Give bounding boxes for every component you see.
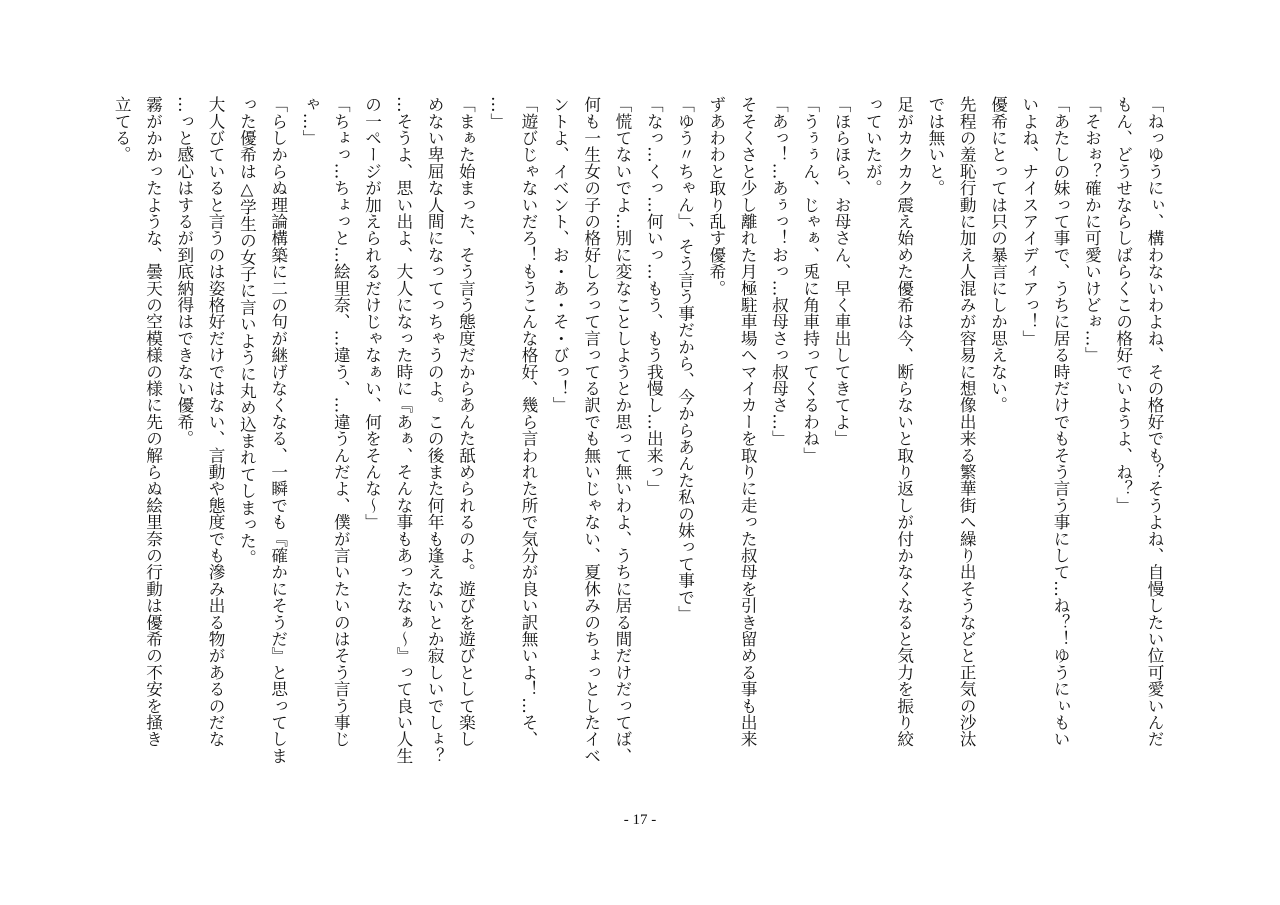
page-number: - 17 - <box>623 812 657 828</box>
text-line: そそくさと少し離れた月極駐車場へマイカーを取りに走った叔母を引き留める事も出来 <box>738 96 758 748</box>
text-line: の一ページが加えられるだけじゃなぁい、何をそんな〜」 <box>362 96 382 531</box>
text-line: ゃ…」 <box>299 96 319 147</box>
text-line: 優希にとっては只の暴言にしか思えない。 <box>988 96 1008 414</box>
text-line: 「あっ！…あぅっ！おっ…叔母さっ叔母さ…」 <box>769 96 789 447</box>
text-line: 「遊びじゃないだろ！もうこんな格好、幾ら言われた所で気分が良い訳無いよ！…そ、 <box>519 96 539 748</box>
text-line: 「ちょっ…ちょっと…絵里奈、…違う、…違うんだよ、僕が言いたいのはそう言う事じ <box>331 96 351 748</box>
text-line: …っと感心はするが到底納得はできない優希。 <box>174 96 194 447</box>
text-line: 「まぁた始まった、そう言う態度だからあんた舐められるのよ。遊びを遊びとして楽し <box>456 96 476 748</box>
text-line: 「らしからぬ理論構築に二の句が継げなくなる、一瞬でも『確かにそうだ』と思ってしま <box>268 96 288 764</box>
text-line: 「そおぉ？確かに可愛いけどぉ…」 <box>1082 96 1102 364</box>
text-line: 「うぅぅん、じゃぁ、兎に角車持ってくるわね」 <box>800 96 820 464</box>
text-line: 先程の羞恥行動に加え人混みが容易に想像出来る繁華街へ繰り出そうなどと正気の沙汰 <box>957 96 977 748</box>
text-line: では無いと。 <box>925 96 945 197</box>
text-line: …そうよ、思い出よ、大人になった時に『あぁ、そんな事もあったなぁ〜』って良い人生 <box>393 96 413 764</box>
text-line: っていたが。 <box>863 96 883 197</box>
text-line: 「ねっゆうにぃ、構わないわよね、その格好でも？そうよね、自慢したい位可愛いんだ <box>1145 96 1164 748</box>
text-line: った優希は△学生の女子に言いように丸め込まれてしまった。 <box>237 96 257 566</box>
text-line: 「なっ…くっ…何いっ…もう、もう我慢し…出来っ」 <box>644 96 664 497</box>
text-line: ントよ、イベント、お・あ・そ・びっ！」 <box>550 96 570 414</box>
text-line: 大人びていると言うのは姿格好だけではない、言動や態度でも滲み出る物があるのだな <box>206 96 226 748</box>
text-line: 「ゆう〃ちゃん」、そう言う事だから、今からあんた私の妹って事で」 <box>675 96 695 623</box>
text-line: 足がカクカク震え始めた優希は今、断らないと取り返しが付かなくなると気力を振り絞 <box>894 96 914 748</box>
text-line: めない卑屈な人間になってっちゃうのよ。この後また何年も逢えないとか寂しいでしょ？ <box>425 96 445 764</box>
text-line: ずあわわと取り乱す優希。 <box>706 96 726 297</box>
text-line: もん、どうせならしばらくこの格好でいようよ、ね？」 <box>1113 96 1133 514</box>
text-line: 立てる。 <box>112 96 132 163</box>
text-line: 何も一生女の子の格好しろって言ってる訳でも無いじゃない、夏休みのちょっとしたイベ <box>581 96 601 764</box>
text-line: …」 <box>487 96 507 130</box>
text-line: 「あたしの妹って事で、うちに居る時だけでもそう言う事にして…ね？！ゆうにぃもい <box>1051 96 1071 748</box>
text-line: 「ほらほら、お母さん、早く車出してきてよ」 <box>832 96 852 447</box>
text-line: 「慌てないでよ…別に変なことしようとか思って無いわよ、うちに居る間だけだってば、 <box>612 96 632 764</box>
text-line: 霧がかかったような、曇天の空模様の様に先の解らぬ絵里奈の行動は優希の不安を掻き <box>143 96 163 748</box>
text-line: いよね、ナイスアイディアっ！」 <box>1019 96 1039 347</box>
vertical-text-body <box>110 96 1170 796</box>
